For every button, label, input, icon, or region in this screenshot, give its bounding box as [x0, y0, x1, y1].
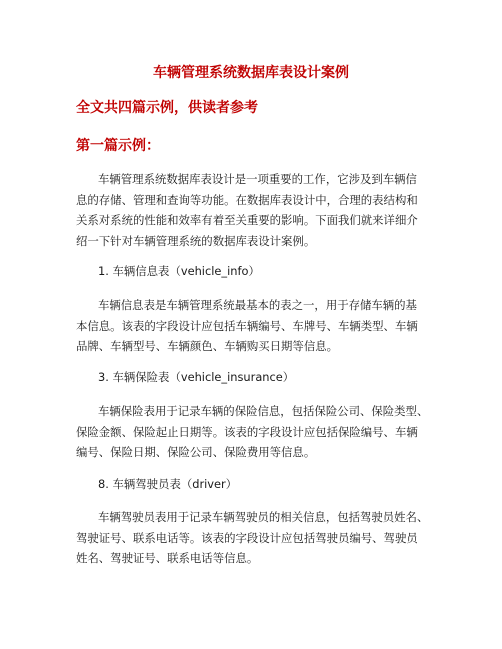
table-item-vehicle-insurance: 3. 车辆保险表（vehicle_insurance）	[98, 370, 295, 384]
paragraph-line: 编号、保险日期、保险公司、保险费用等信息。	[76, 445, 316, 459]
vehicle-info-paragraph	[76, 295, 436, 357]
table-item-driver: 8. 车辆驾驶员表（driver）	[98, 477, 238, 491]
document-title: 车辆管理系统数据库表设计案例	[153, 65, 349, 81]
paragraph-line: 关系对系统的性能和效率有着至关重要的影响。下面我们就来详细介	[76, 213, 418, 227]
vehicle-insurance-paragraph	[76, 401, 436, 463]
paragraph-line: 保险金额、保险起止日期等。该表的字段设计应包括保险编号、车辆	[76, 424, 418, 439]
paragraph-line: 车辆管理系统数据库表设计是一项重要的工作，它涉及到车辆信	[98, 172, 417, 186]
paragraph-line: 品牌、车辆型号、车辆颜色、车辆购买日期等信息。	[76, 339, 338, 353]
paragraph-line: 驾驶证号、联系电话等。该表的字段设计应包括驾驶员编号、驾驶员	[76, 530, 418, 545]
table-item-vehicle-info: 1. 车辆信息表（vehicle_info）	[98, 264, 260, 278]
paragraph-line: 车辆驾驶员表用于记录车辆驾驶员的相关信息，包括驾驶员姓名、	[98, 510, 429, 524]
paragraph-line: 息的存储、管理和查询等功能。在数据库表设计中，合理的表结构和	[76, 192, 418, 207]
paragraph-line: 姓名、驾驶证号、联系电话等信息。	[76, 551, 259, 565]
section-heading: 第一篇示例：	[76, 138, 160, 154]
document-subtitle: 全文共四篇示例，供读者参考	[76, 100, 258, 116]
intro-paragraph	[76, 169, 436, 251]
paragraph-line: 绍一下针对车辆管理系统的数据库表设计案例。	[76, 233, 316, 248]
paragraph-line: 车辆保险表用于记录车辆的保险信息，包括保险公司、保险类型、	[98, 404, 429, 418]
driver-paragraph	[76, 507, 436, 569]
paragraph-line: 本信息。该表的字段设计应包括车辆编号、车牌号、车辆类型、车辆	[76, 318, 418, 333]
paragraph-line: 车辆信息表是车辆管理系统最基本的表之一，用于存储车辆的基	[98, 298, 417, 312]
